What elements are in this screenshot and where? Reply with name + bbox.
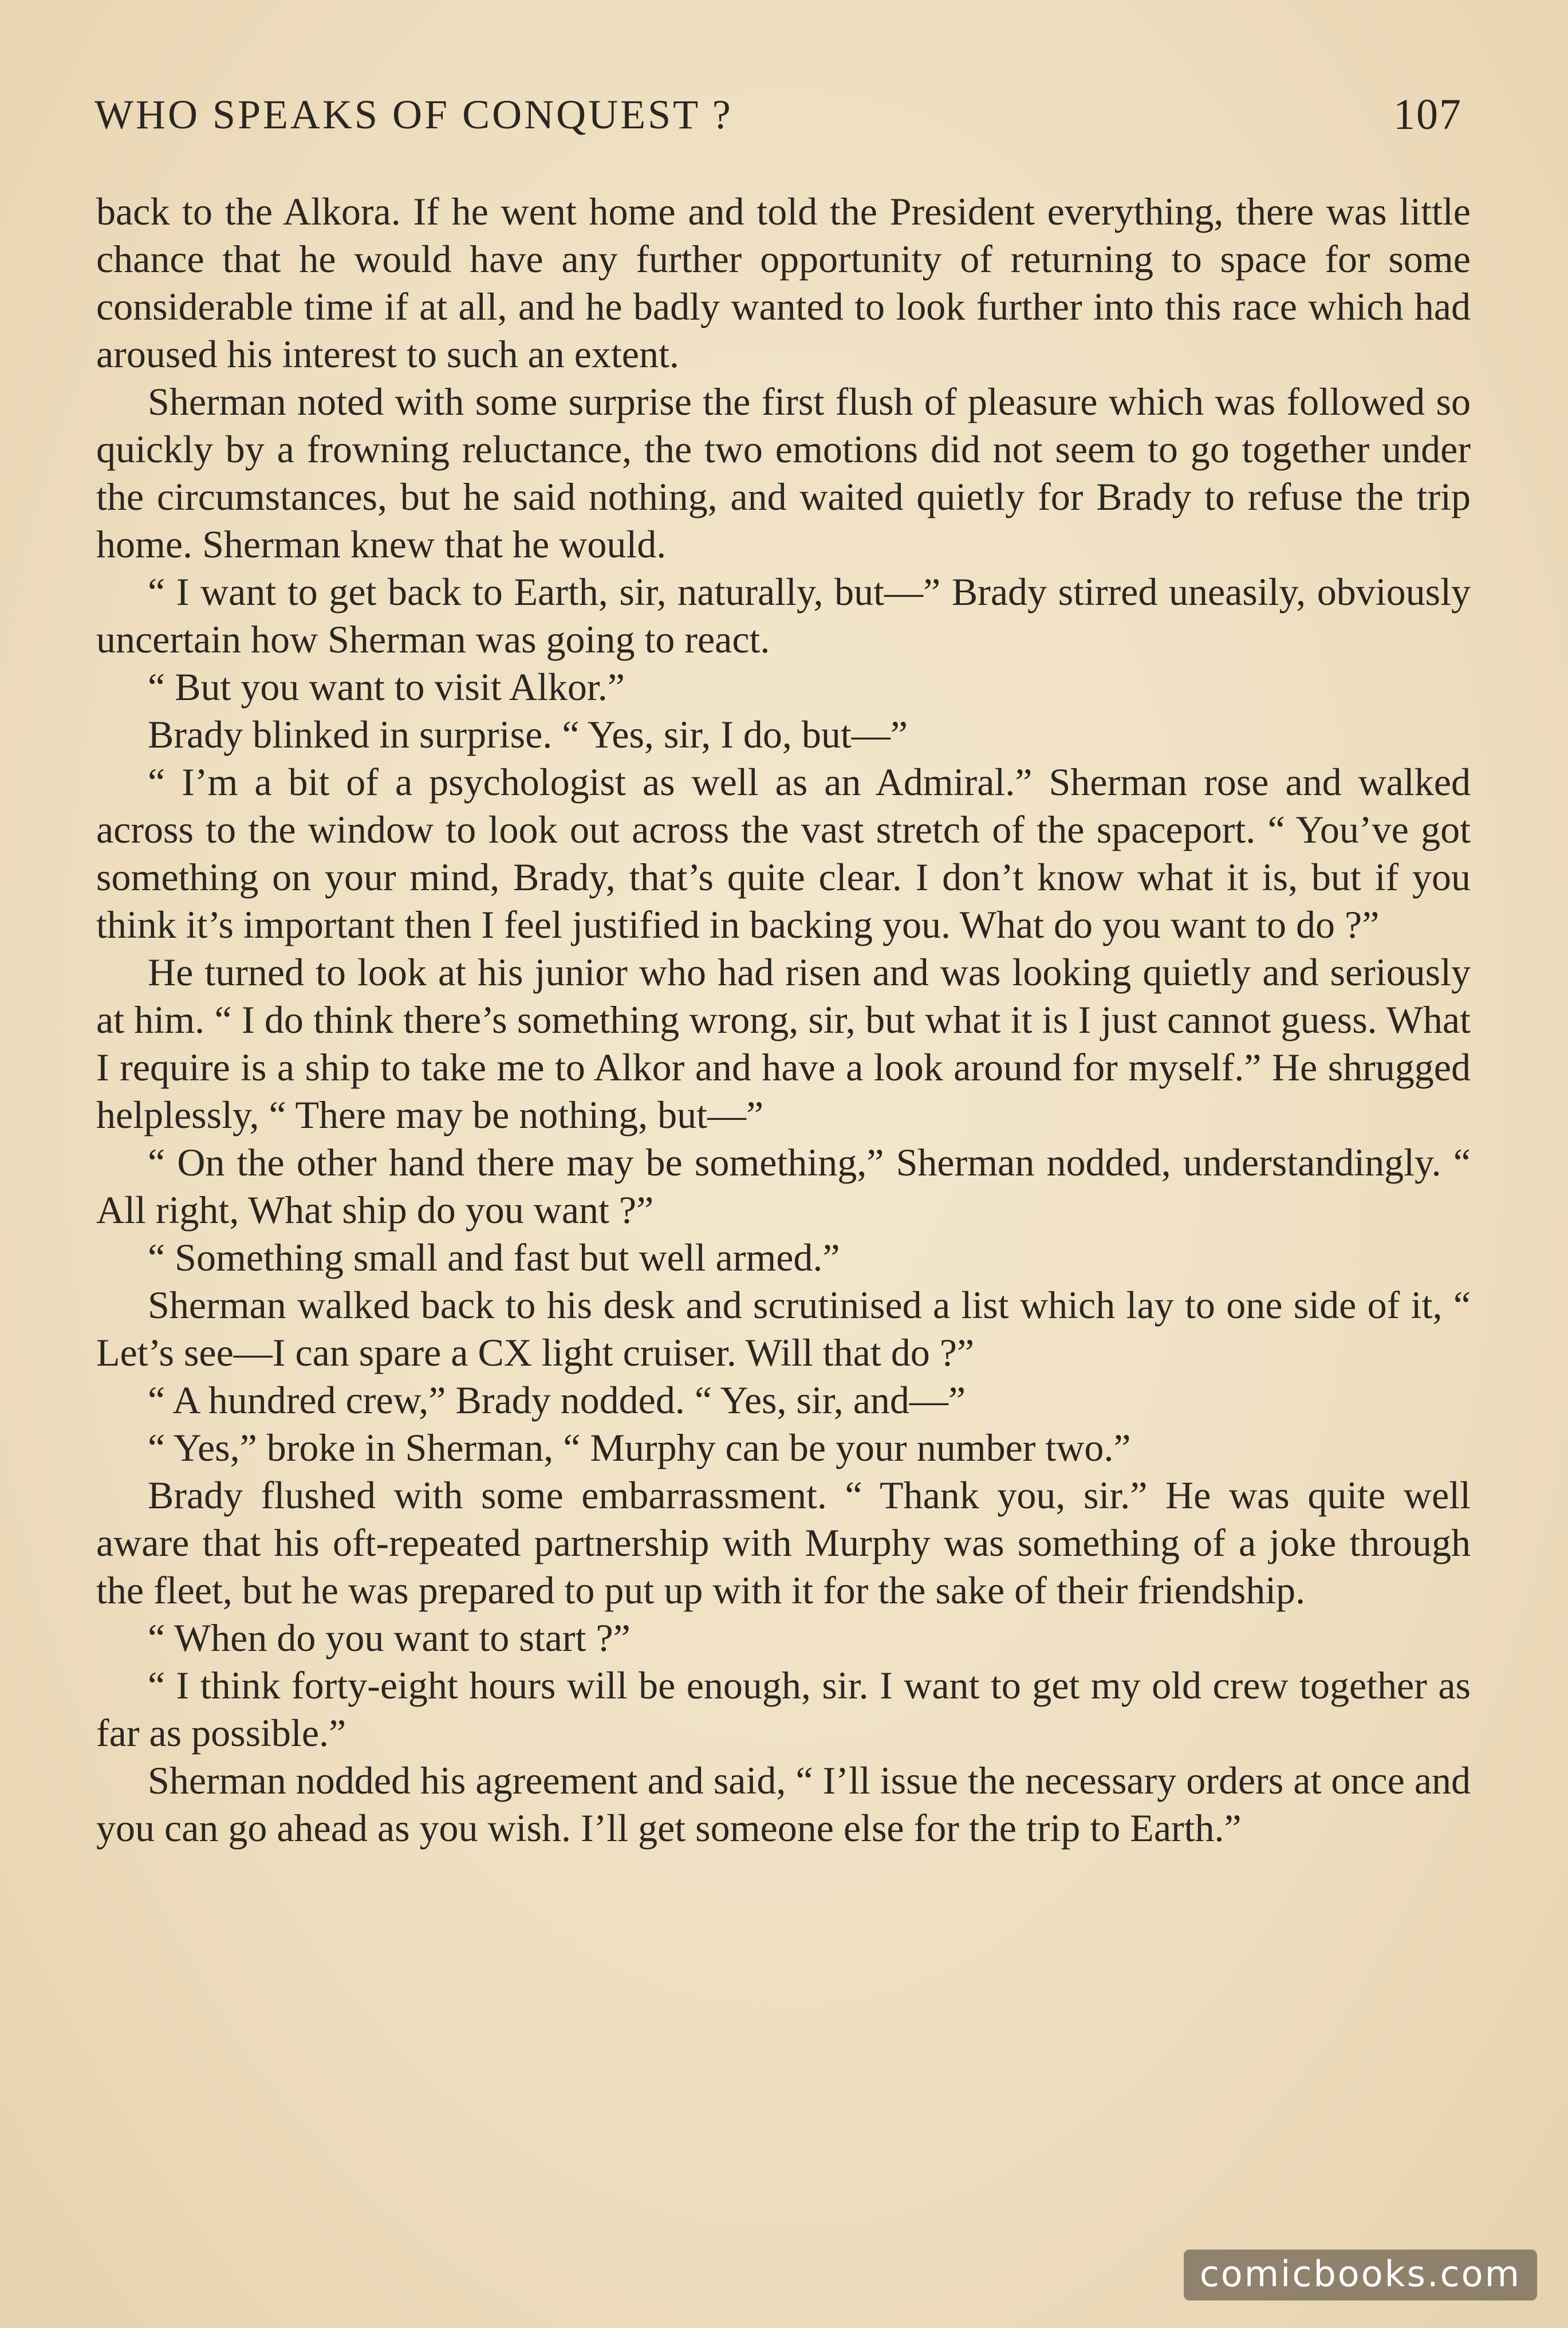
paragraph: Brady flushed with some embarrassment. “ Thank you, sir.” He was quite well aware that his oft-repeated partnership with Murphy was something of a joke through the fleet, but he was prepared to put up with it for the sake of their friendship. [96, 1473, 1471, 1612]
paragraph: Sherman noted with some surprise the first flush of pleasure which was followed so quickly by a frowning reluctance, the two emotions did not seem to go together under the circumstances, but he said nothing, and waited quietly for Brady to refuse the trip home. Sherman knew that he would. [96, 380, 1471, 566]
paragraph: “ On the other hand there may be something,” Sherman nodded, understandingly. “ All right, What ship do you want ?” [96, 1141, 1471, 1232]
paragraph: “ Something small and fast but well armed.” [148, 1236, 840, 1279]
page-header [94, 86, 1462, 143]
body-text [96, 188, 1471, 1852]
paragraph: “ But you want to visit Alkor.” [148, 665, 625, 709]
paragraph: Brady blinked in surprise. “ Yes, sir, I do, but—” [148, 713, 908, 756]
paragraph: Sherman nodded his agreement and said, “ I’ll issue the necessary orders at once and you can go ahead as you wish. I’ll get someone else for the trip to Earth.” [96, 1759, 1471, 1850]
watermark: comicbooks.com [1184, 2250, 1537, 2301]
paragraph: “ A hundred crew,” Brady nodded. “ Yes, sir, and—” [148, 1378, 966, 1422]
paragraph: back to the Alkora. If he went home and told the President everything, there was little chance that he would have any further opportunity of returning to space for some considerable time if at all, and he badly wanted to look further into this race which had aroused his interest to such an extent. [96, 190, 1471, 376]
paragraph: “ I’m a bit of a psychologist as well as an Admiral.” Sherman rose and walked across to the window to look out across the vast stretch of the spaceport. “ You’ve got something on your mind, Brady, that’s quite clear. I don’t know what it is, but if you think it’s important then I feel justified in backing you. What do you want to do ?” [96, 760, 1471, 946]
paragraph: “ I want to get back to Earth, sir, naturally, but—” Brady stirred uneasily, obviously uncertain how Sherman was going to react. [96, 570, 1471, 661]
paragraph: “ I think forty-eight hours will be enough, sir. I want to get my old crew together as far as possible.” [96, 1664, 1471, 1755]
paragraph: Sherman walked back to his desk and scrutinised a list which lay to one side of it, “ Let’s see—I can spare a CX light cruiser. Will that do ?” [96, 1283, 1471, 1374]
paragraph: He turned to look at his junior who had risen and was looking quietly and seriously at him. “ I do think there’s something wrong, sir, but what it is I just cannot guess. What I require is a ship to take me to Alkor and have a look around for myself.” He shrugged helplessly, “ There may be nothing, but—” [96, 950, 1471, 1137]
paragraph: “ When do you want to start ?” [148, 1616, 631, 1660]
paragraph: “ Yes,” broke in Sherman, “ Murphy can be your number two.” [148, 1426, 1131, 1469]
running-head: WHO SPEAKS OF CONQUEST ? [94, 91, 733, 137]
page-number: 107 [1393, 90, 1462, 139]
